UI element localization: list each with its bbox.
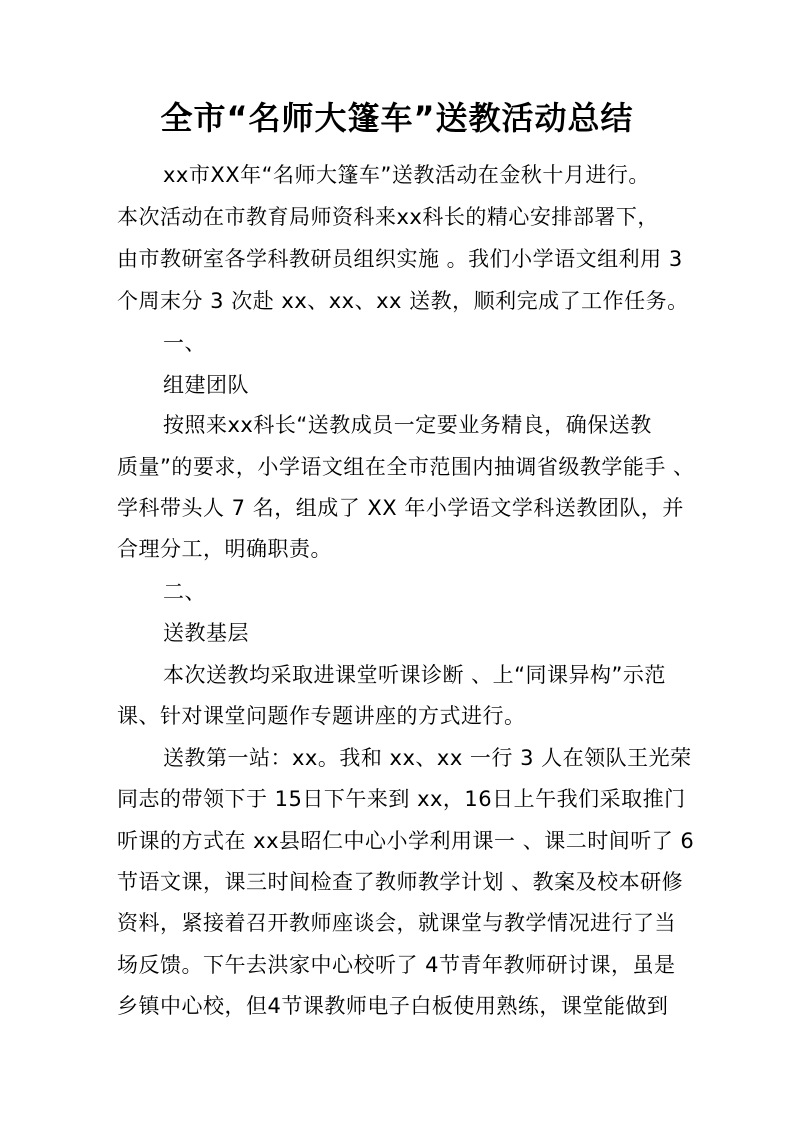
section-heading: 送教基层 [163, 621, 249, 645]
paragraph-line: 本次活动在市教育局师资科来xx科长的精心安排部署下， [117, 205, 659, 229]
paragraph-line: 合理分工，明确职责。 [117, 537, 332, 561]
section-number: 一、 [163, 331, 206, 355]
section-heading: 组建团队 [163, 373, 249, 397]
paragraph-line: 质量”的要求，小学语文组在全市范围内抽调省级教学能手 、 [117, 455, 695, 479]
paragraph-line: 资料，紧接着召开教师座谈会，就课堂与教学情况进行了当 [117, 911, 676, 935]
paragraph-line: 送教第一站：xx。我和 xx、xx 一行 3 人在领队王光荣 [163, 746, 692, 770]
paragraph-line: 课、针对课堂问题作专题讲座的方式进行。 [117, 704, 526, 728]
paragraph-line: 由市教研室各学科教研员组织实施 。我们小学语文组利用 3 [117, 247, 683, 271]
paragraph-line: 按照来xx科长“送教成员一定要业务精良，确保送教 [163, 413, 652, 437]
document-title: 全市“名师大篷车”送教活动总结 [160, 99, 634, 137]
paragraph-line: 个周末分 3 次赴 xx、xx、xx 送教，顺利完成了工作任务。 [117, 289, 689, 313]
paragraph-line: 节语文课，课三时间检查了教师教学计划 、教案及校本研修 [117, 870, 684, 894]
paragraph-line: 场反馈。下午去洪家中心校听了 4节青年教师研讨课，虽是 [117, 953, 676, 977]
section-number: 二、 [163, 580, 206, 604]
paragraph-line: 听课的方式在 xx县昭仁中心小学利用课一 、课二时间听了 6 [117, 829, 695, 853]
paragraph-line: xx市XX年“名师大篷车”送教活动在金秋十月进行。 [163, 163, 650, 187]
paragraph-line: 乡镇中心校，但4节课教师电子白板使用熟练，课堂能做到 [117, 994, 669, 1018]
paragraph-line: 本次送教均采取进课堂听课诊断 、上“同课异构”示范 [163, 663, 666, 687]
paragraph-line: 学科带头人 7 名，组成了 XX 年小学语文学科送教团队，并 [117, 496, 684, 520]
paragraph-line: 同志的带领下于 15日下午来到 xx，16日上午我们采取推门 [117, 787, 686, 811]
